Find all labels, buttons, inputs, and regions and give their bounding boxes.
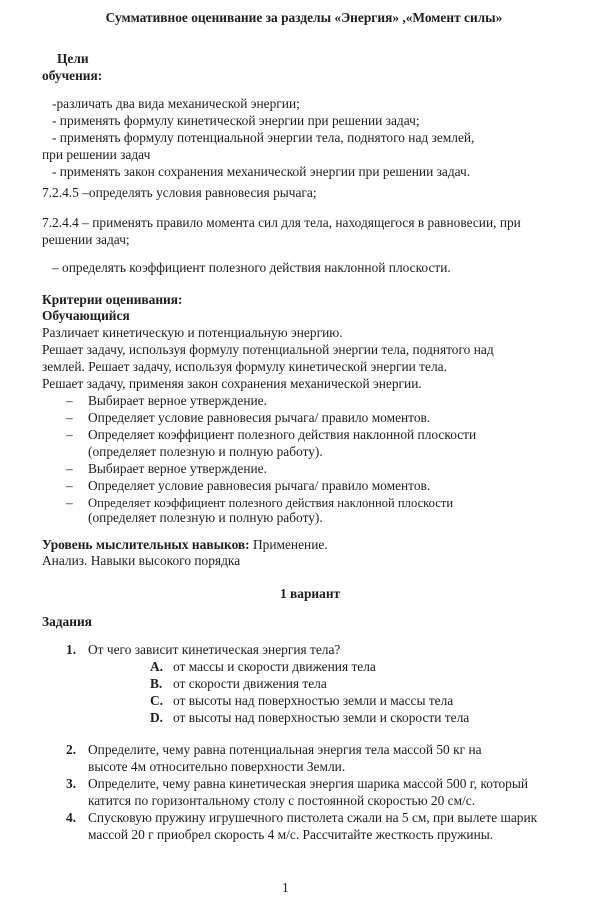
document-title: Суммативное оценивание за разделы «Энергия» ,«Момент силы» bbox=[105, 10, 503, 25]
page-number: 1 bbox=[282, 880, 289, 895]
goals-heading-line1: Цели bbox=[57, 51, 89, 66]
criteria-bullet: Выбирает верное утверждение. bbox=[88, 393, 267, 408]
bullet-dash: – bbox=[66, 393, 73, 408]
criteria-bullet-cont: (определяет полезную и полную работу). bbox=[88, 444, 323, 459]
question-text-cont: массой 20 г приобрел скорость 4 м/с. Рассчитайте жесткость пружины. bbox=[88, 827, 494, 842]
option-letter: C. bbox=[150, 693, 164, 708]
question-text: Определите, чему равна кинетическая энергия шарика массой 500 г, который bbox=[88, 776, 529, 791]
question-number: 1. bbox=[66, 642, 77, 657]
question-text: От чего зависит кинетическая энергия тела? bbox=[88, 642, 341, 657]
option-letter: B. bbox=[150, 676, 163, 691]
option-letter: A. bbox=[150, 659, 164, 674]
goal-item: при решении задач bbox=[42, 147, 151, 162]
criteria-heading: Критерии оценивания: bbox=[42, 292, 183, 307]
bullet-dash: – bbox=[66, 478, 73, 493]
skills-value: Применение. bbox=[249, 537, 328, 552]
goal-7244-line1: 7.2.4.4 – применять правило момента сил для тела, находящегося в равновесии, при bbox=[42, 215, 521, 230]
question-number: 3. bbox=[66, 776, 77, 791]
goal-item: - применять формулу кинетической энергии при решении задач; bbox=[52, 113, 420, 128]
question-text-cont: катится по горизонтальному столу с постоянной скоростью 20 см/с. bbox=[88, 793, 476, 808]
option-text: от скорости движения тела bbox=[173, 676, 327, 691]
criteria-bullet: Определяет коэффициент полезного действия наклонной плоскости bbox=[88, 427, 477, 442]
option-text: от высоты над поверхностью земли и массы тела bbox=[173, 693, 454, 708]
goal-7244-line2: решении задач; bbox=[42, 232, 130, 247]
skills-label: Уровень мыслительных навыков: bbox=[42, 537, 250, 552]
bullet-dash: – bbox=[66, 427, 73, 442]
criteria-bullet: Определяет условие равновесия рычага/ правило моментов. bbox=[88, 478, 431, 493]
variant-heading: 1 вариант bbox=[280, 586, 341, 601]
goals-heading-line2: обучения: bbox=[42, 68, 103, 83]
question-text-cont: высоте 4м относительно поверхности Земли. bbox=[88, 759, 346, 774]
goal-7245: 7.2.4.5 –определять условия равновесия рычага; bbox=[42, 185, 317, 200]
criteria-line: Решает задачу, применяя закон сохранения механической энергии. bbox=[42, 376, 422, 391]
question-number: 2. bbox=[66, 742, 77, 757]
question-text: Определите, чему равна потенциальная энергия тела массой 50 кг на bbox=[88, 742, 482, 757]
skills-line1 bbox=[42, 537, 328, 554]
option-text: от массы и скорости движения тела bbox=[173, 659, 376, 674]
bullet-dash: – bbox=[66, 410, 73, 425]
criteria-line: Решает задачу, используя формулу потенциальной энергии тела, поднятого над bbox=[42, 342, 494, 357]
option-text: от высоты над поверхностью земли и скорости тела bbox=[173, 710, 470, 725]
criteria-bullet: Определяет условие равновесия рычага/ правило моментов. bbox=[88, 410, 431, 425]
skills-line2: Анализ. Навыки высокого порядка bbox=[42, 553, 241, 568]
option-letter: D. bbox=[150, 710, 164, 725]
goal-item: - применять формулу потенциальной энергии тела, поднятого над землей, bbox=[52, 130, 475, 145]
criteria-bullet: Выбирает верное утверждение. bbox=[88, 461, 267, 476]
goal-item: - применять закон сохранения механической энергии при решении задач. bbox=[52, 164, 471, 179]
criteria-subheading: Обучающийся bbox=[42, 308, 130, 323]
criteria-bullet-cont: (определяет полезную и полную работу). bbox=[88, 510, 323, 525]
question-text: Спусковую пружину игрушечного пистолета сжали на 5 см, при вылете шарик bbox=[88, 810, 538, 825]
criteria-line: землей. Решает задачу, используя формулу кинетической энергии тела. bbox=[42, 359, 447, 374]
bullet-dash: – bbox=[66, 495, 73, 510]
tasks-heading: Задания bbox=[42, 614, 92, 629]
bullet-dash: – bbox=[66, 461, 73, 476]
question-number: 4. bbox=[66, 810, 77, 825]
goal-kpd: – определять коэффициент полезного действия наклонной плоскости. bbox=[52, 260, 451, 275]
criteria-line: Различает кинетическую и потенциальную энергию. bbox=[42, 325, 343, 340]
goal-item: -различать два вида механической энергии; bbox=[52, 96, 300, 111]
criteria-bullet: Определяет коэффициент полезного действия наклонной плоскости bbox=[88, 496, 454, 510]
